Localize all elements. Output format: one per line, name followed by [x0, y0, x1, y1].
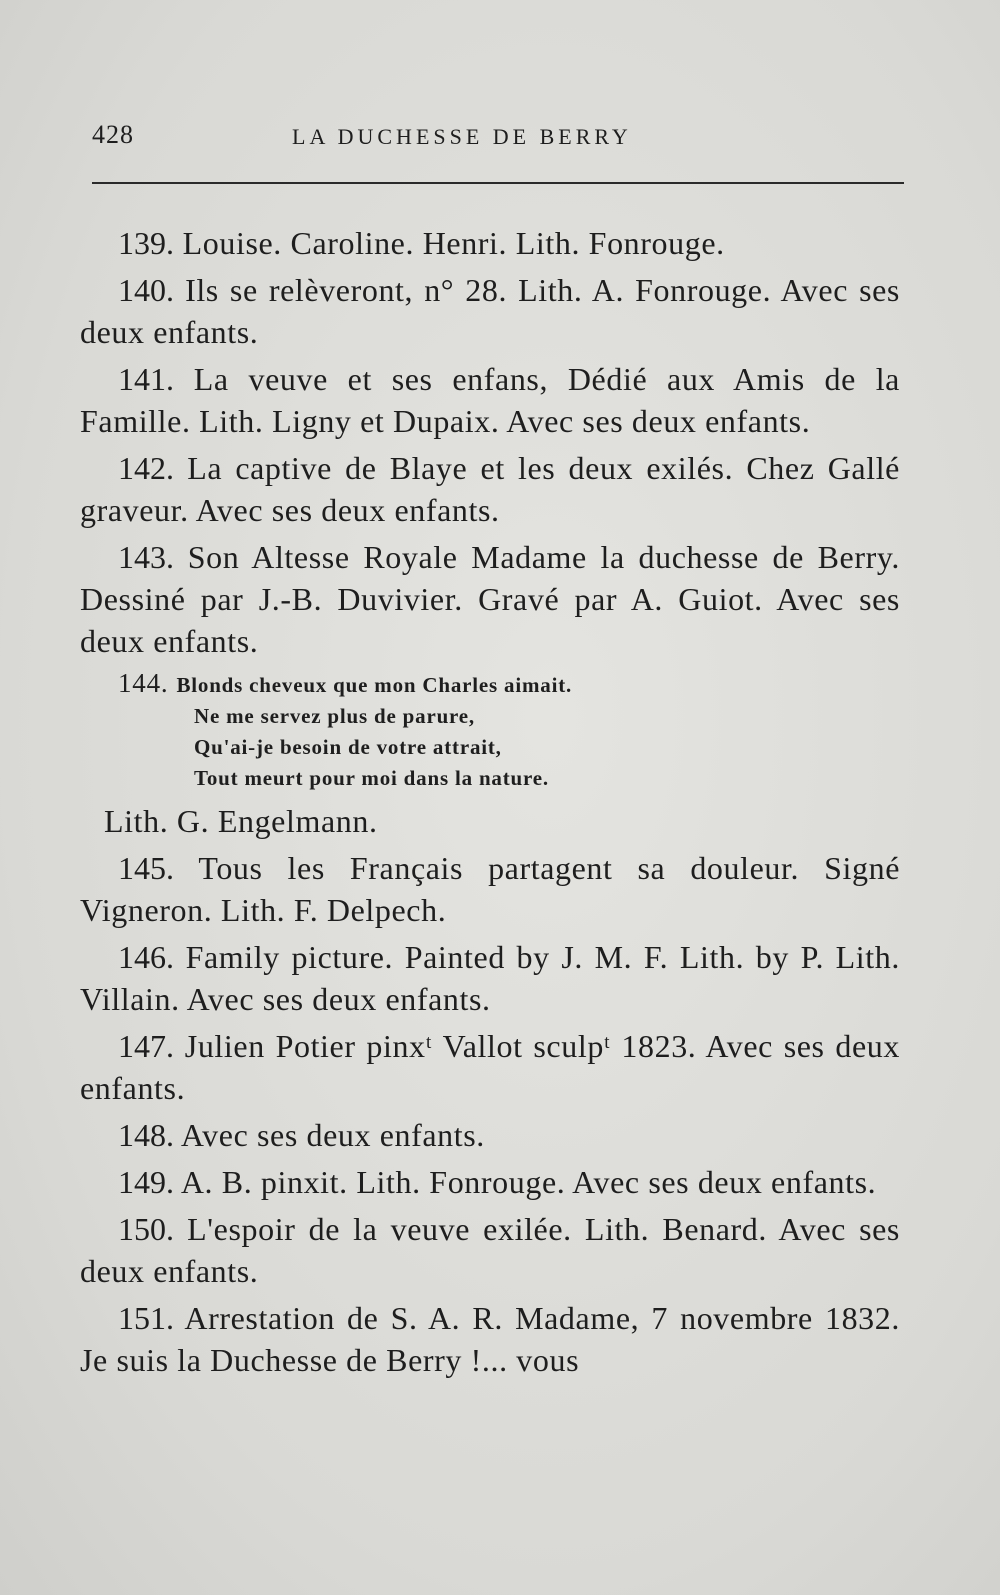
catalogue-entry	[80, 222, 900, 264]
verse-line	[118, 668, 900, 701]
entry-number: 140.	[118, 272, 174, 308]
entry-text: Louise. Caroline. Henri. Lith. Fonrouge.	[182, 225, 725, 261]
entry-number: 145.	[118, 850, 174, 886]
catalogue-entry	[80, 447, 900, 531]
entry-number: 150.	[118, 1211, 174, 1247]
entry-number: 143.	[118, 539, 174, 575]
catalogue-entry	[80, 269, 900, 353]
entry-number: 142.	[118, 450, 174, 486]
catalogue-list	[80, 222, 900, 1386]
entry-text: La captive de Blaye et les deux exilés. Chez Gallé graveur. Avec ses deux enfants.	[80, 450, 900, 528]
entry-number: 147.	[118, 1028, 174, 1064]
catalogue-entry	[80, 536, 900, 662]
entry-number: 144.	[118, 668, 169, 698]
verse-line: Ne me servez plus de parure,	[194, 704, 475, 728]
catalogue-entry	[80, 1114, 900, 1156]
entry-number: 141.	[118, 361, 174, 397]
catalogue-entry	[80, 1025, 900, 1109]
verse-entry-credit: Lith. G. Engelmann.	[104, 803, 378, 839]
catalogue-entry	[80, 358, 900, 442]
catalogue-entry	[80, 936, 900, 1020]
entry-number: 151.	[118, 1300, 174, 1336]
entry-text: Family picture. Painted by J. M. F. Lith. by P. Lith. Villain. Avec ses deux enfants.	[80, 939, 900, 1017]
catalogue-entry	[80, 1297, 900, 1381]
verse-entry	[118, 668, 900, 794]
page-number: 428	[92, 120, 134, 149]
entry-text: La veuve et ses enfans, Dédié aux Amis de la Famille. Lith. Ligny et Dupaix. Avec ses deux enfants.	[80, 361, 900, 439]
entry-number: 149.	[118, 1164, 174, 1200]
catalogue-entry	[80, 1161, 900, 1203]
catalogue-entry	[80, 847, 900, 931]
entry-number: 146.	[118, 939, 174, 975]
verse-line-text: Blonds cheveux que mon Charles aimait.	[176, 673, 573, 697]
page-header	[92, 120, 902, 160]
verse-line: Qu'ai-je besoin de votre attrait,	[194, 735, 502, 759]
catalogue-entry	[80, 1208, 900, 1292]
entry-number: 148.	[118, 1117, 174, 1153]
header-rule	[92, 182, 904, 184]
verse-line: Tout meurt pour moi dans la nature.	[194, 766, 549, 790]
running-title: LA DUCHESSE DE BERRY	[292, 124, 632, 149]
entry-text: Julien Potier pinxᵗ Vallot sculpᵗ 1823. Avec ses deux enfants.	[80, 1028, 900, 1106]
entry-text: Ils se relèveront, n° 28. Lith. A. Fonrouge. Avec ses deux enfants.	[80, 272, 900, 350]
entry-text: Arrestation de S. A. R. Madame, 7 novembre 1832. Je suis la Duchesse de Berry !... vous	[80, 1300, 900, 1378]
entry-text: Son Altesse Royale Madame la duchesse de Berry. Dessiné par J.-B. Duvivier. Gravé par A. Guiot. Avec ses deux enfants.	[80, 539, 900, 659]
entry-text: Tous les Français partagent sa douleur. Signé Vigneron. Lith. F. Delpech.	[80, 850, 900, 928]
entry-number: 139.	[118, 225, 174, 261]
entry-text: Avec ses deux enfants.	[180, 1117, 485, 1153]
entry-text: L'espoir de la veuve exilée. Lith. Benard. Avec ses deux enfants.	[80, 1211, 900, 1289]
entry-text: A. B. pinxit. Lith. Fonrouge. Avec ses deux enfants.	[180, 1164, 877, 1200]
